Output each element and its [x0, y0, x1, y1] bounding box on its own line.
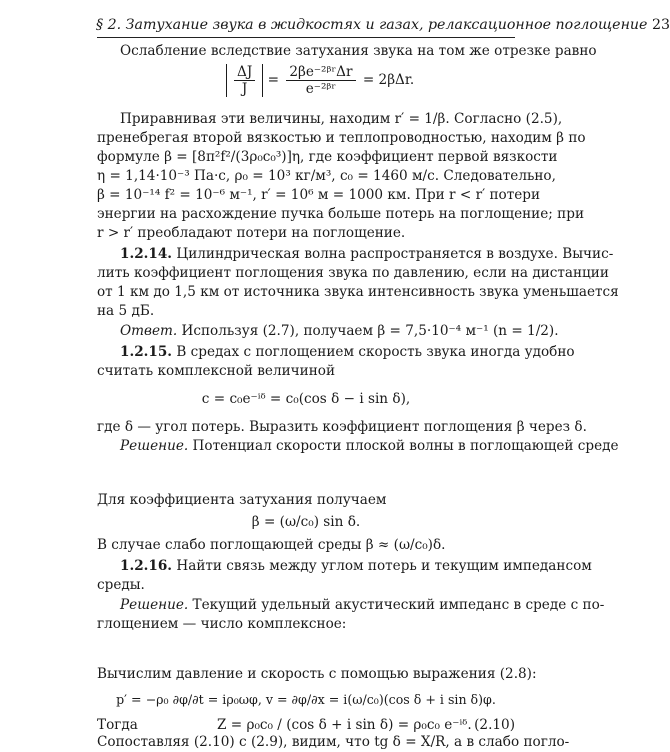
- page-number: 23: [651, 17, 670, 33]
- equation-2-10: Тогда Z = ρ₀c₀ / (cos δ + i sin δ) = ρ₀c₀ e⁻ⁱᵟ. (2.10): [97, 717, 515, 733]
- text-line: Для коэффициента затухания получаем: [97, 492, 387, 508]
- text-line: считать комплексной величиной: [97, 363, 336, 379]
- text-line: r > r′ преобладают потери на поглощение.: [97, 225, 406, 241]
- running-title: § 2. Затухание звука в жидкостях и газах, релаксационное поглощение: [96, 17, 648, 33]
- text-line: от 1 км до 1,5 км от источника звука интенсивность звука уменьшается: [97, 284, 619, 300]
- text-line: энергии на расхождение пучка больше потерь на поглощение; при: [97, 206, 584, 222]
- text-line: пренебрегая второй вязкостью и теплопроводностью, находим β по: [97, 130, 586, 146]
- equation-beta: β = (ω/c₀) sin δ.: [251, 514, 361, 530]
- text-line: лить коэффициент поглощения звука по давлению, если на дистанции: [97, 265, 609, 281]
- text-line: Вычислим давление и скорость с помощью выражения (2.8):: [97, 666, 537, 682]
- text-line: η = 1,14·10⁻³ Па·с, ρ₀ = 10³ кг/м³, c₀ = 1460 м/с. Следовательно,: [97, 168, 556, 184]
- text-line: В случае слабо поглощающей среды β ≈ (ω/c₀)δ.: [97, 537, 446, 553]
- running-header: [96, 17, 670, 33]
- text-line: Сопоставляя (2.10) с (2.9), видим, что tg δ = X/R, а в слабо погло-: [97, 734, 570, 750]
- problem-1-2-16: 1.2.16. Найти связь между углом потерь и текущим импедансом: [120, 558, 592, 574]
- text-line: на 5 дБ.: [97, 303, 155, 319]
- equation-pressure-velocity: p′ = −ρ₀ ∂φ/∂t = iρ₀ωφ, v = ∂φ/∂x = i(ω/c₀)(cos δ + i sin δ)φ.: [116, 692, 496, 707]
- text-line: Ослабление вследствие затухания звука на том же отрезке равно: [120, 43, 597, 59]
- solution-1-2-16: Решение. Текущий удельный акустический импеданс в среде с по-: [120, 597, 605, 613]
- text-line: Приравнивая эти величины, находим r′ = 1/β. Согласно (2.5),: [120, 111, 563, 127]
- problem-1-2-15: 1.2.15. В средах с поглощением скорость звука иногда удобно: [120, 344, 575, 360]
- text-line: β = 10⁻¹⁴ f² = 10⁻⁶ м⁻¹, r′ = 10⁶ м = 1000 км. При r < r′ потери: [97, 187, 541, 203]
- answer-1-2-14: Ответ. Используя (2.7), получаем β = 7,5·10⁻⁴ м⁻¹ (n = 1/2).: [120, 323, 559, 339]
- solution-1-2-15: Решение. Потенциал скорости плоской волны в поглощающей среде: [120, 438, 619, 454]
- text-line: где δ — угол потерь. Выразить коэффициент поглощения β через δ.: [97, 419, 587, 435]
- attenuation-equation: $\frac{\Delta J}{J}$ = $\frac{\text{2βe⁻²ᵝʳΔr}}{\text{e⁻²ᵝʳ}}$ = 2βΔr.: [226, 64, 414, 97]
- text-line: глощением — число комплексное:: [97, 616, 347, 632]
- equation-complex-speed: c = c₀e⁻ⁱᵟ = c₀(cos δ − i sin δ),: [201, 391, 411, 407]
- text-line: формуле β = [8π²f²/(3ρ₀c₀³)]η, где коэффициент первой вязкости: [97, 149, 558, 165]
- header-rule: [97, 37, 515, 38]
- text-line: среды.: [97, 577, 145, 593]
- problem-1-2-14: 1.2.14. Цилиндрическая волна распространяется в воздухе. Вычис-: [120, 246, 614, 262]
